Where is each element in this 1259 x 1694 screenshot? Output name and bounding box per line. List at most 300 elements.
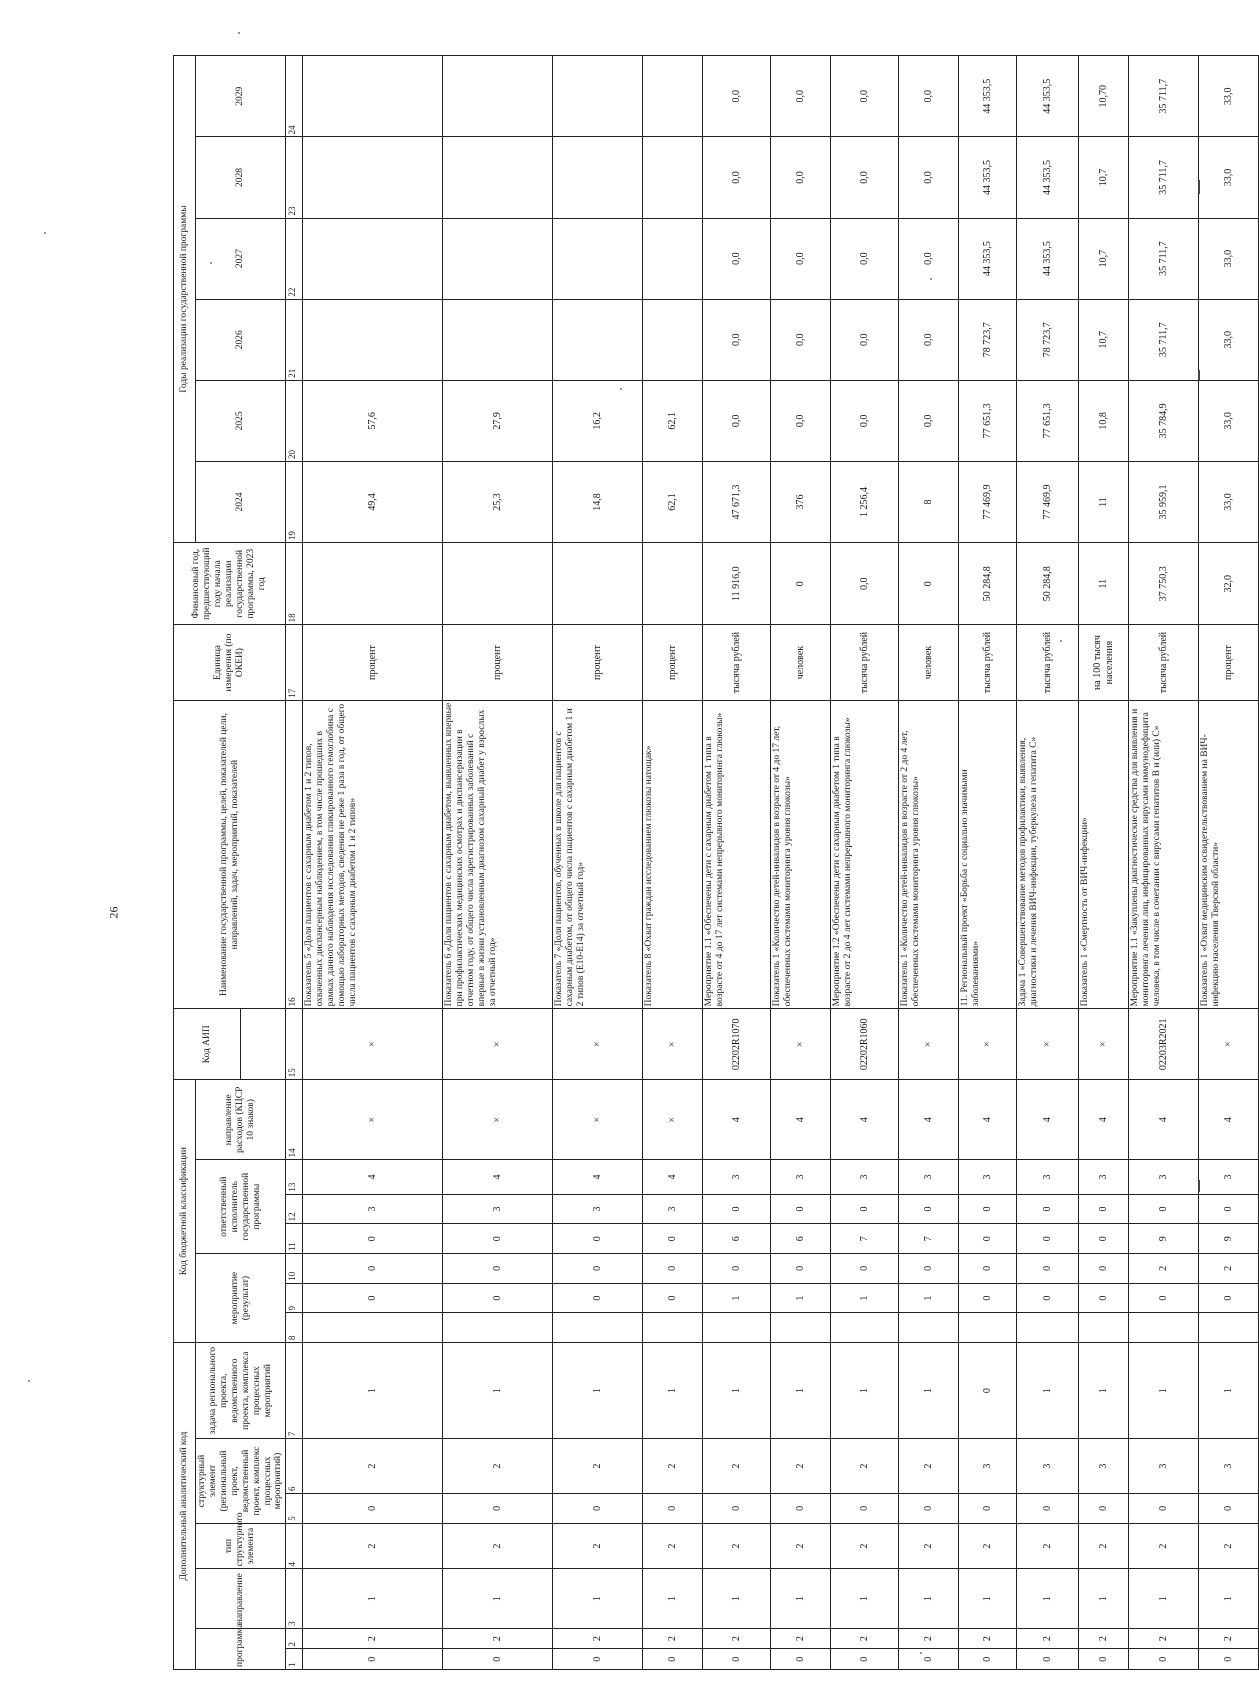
year-value-cell: 0,0 xyxy=(703,299,771,380)
year-value-cell: 35 784,9 xyxy=(1129,380,1199,461)
code-cell: 0 xyxy=(303,1254,443,1284)
table-row xyxy=(1079,56,1129,1670)
code-cell: 1 xyxy=(899,1283,959,1313)
code-cell: 3 xyxy=(831,1160,899,1194)
row-name: Показатель 1 «Охват медицинским освидетельствованием на ВИЧ-инфекцию населения Тверской области» xyxy=(1199,700,1259,1009)
code-cell: 1 xyxy=(643,1343,703,1439)
code-cell: 3 xyxy=(771,1160,831,1194)
code-cell: 3 xyxy=(1017,1439,1079,1494)
code-cell xyxy=(831,1313,899,1343)
year-value-cell xyxy=(643,218,703,299)
year-value-cell: 0,0 xyxy=(771,299,831,380)
year-value-cell xyxy=(443,299,553,380)
code-cell: 0 xyxy=(1079,1254,1129,1284)
table-row xyxy=(553,56,643,1670)
code-cell: 3 xyxy=(443,1194,553,1224)
code-cell: 0 xyxy=(1199,1494,1259,1524)
code-cell xyxy=(553,1313,643,1343)
code-cell: 2 xyxy=(303,1628,443,1649)
code-cell: 2 xyxy=(831,1439,899,1494)
code-cell: 2 xyxy=(1079,1628,1129,1649)
code-cell: 4 xyxy=(553,1160,643,1194)
code-cell: 0 xyxy=(643,1649,703,1670)
year-value-cell: 77 651,3 xyxy=(959,380,1017,461)
year-value-cell xyxy=(643,299,703,380)
code-cell: 1 xyxy=(831,1569,899,1628)
year-value-cell xyxy=(303,56,443,137)
year-value-cell: 16,2 xyxy=(553,380,643,461)
year-value-cell xyxy=(643,56,703,137)
code-cell: × xyxy=(771,1009,831,1080)
code-cell: 1 xyxy=(1079,1343,1129,1439)
row-name: Мероприятие 1.1 «Закуплены диагностические средства для выявления и мониторинга лечения лиц, инфицированных вирусами иммунодефицита человека, в том числе в сочетании с вирусами гепатитов B и (или) C» xyxy=(1129,700,1199,1009)
code-cell: 0 xyxy=(959,1283,1017,1313)
code-cell: 0 xyxy=(1199,1283,1259,1313)
base-year-cell xyxy=(443,543,553,625)
code-cell: 0 xyxy=(443,1649,553,1670)
code-cell: 3 xyxy=(553,1194,643,1224)
code-cell: 0 xyxy=(1129,1194,1199,1224)
year-value-cell xyxy=(553,56,643,137)
code-cell: 1 xyxy=(303,1569,443,1628)
code-cell: 1 xyxy=(1129,1343,1199,1439)
code-cell: 2 xyxy=(1079,1523,1129,1569)
code-cell: × xyxy=(899,1009,959,1080)
code-cell: 02203R2021 xyxy=(1129,1009,1199,1080)
code-cell: × xyxy=(553,1009,643,1080)
year-value-cell: 0,0 xyxy=(703,56,771,137)
row-name: Показатель 1 «Количество детей-инвалидов в возрасте от 4 до 17 лет, обеспеченных системами мониторинга уровня глюкозы» xyxy=(771,700,831,1009)
year-value-cell: 47 671,3 xyxy=(703,461,771,542)
code-cell: 0 xyxy=(899,1494,959,1524)
code-cell: 0 xyxy=(303,1224,443,1254)
year-value-cell: 11 xyxy=(1079,461,1129,542)
code-cell: 0 xyxy=(959,1224,1017,1254)
year-value-cell xyxy=(553,299,643,380)
year-value-cell xyxy=(303,299,443,380)
table-row xyxy=(443,56,553,1670)
year-value-cell: 1 256,4 xyxy=(831,461,899,542)
scan-edge-mark xyxy=(1198,1180,1200,1192)
code-cell: 2 xyxy=(443,1628,553,1649)
code-cell: 2 xyxy=(703,1439,771,1494)
code-cell: × xyxy=(959,1009,1017,1080)
code-cell: 2 xyxy=(771,1439,831,1494)
code-cell: × xyxy=(1079,1009,1129,1080)
year-value-cell: 0,0 xyxy=(771,380,831,461)
header-analytic-code: Дополнительный аналитический код xyxy=(174,1343,196,1670)
year-value-cell: 78 723,7 xyxy=(1017,299,1079,380)
code-cell: 0 xyxy=(1199,1649,1259,1670)
year-value-cell: 0,0 xyxy=(899,218,959,299)
code-cell: 0 xyxy=(1017,1254,1079,1284)
table-row xyxy=(643,56,703,1670)
code-cell: 0 xyxy=(1017,1283,1079,1313)
code-cell: 0 xyxy=(1079,1224,1129,1254)
row-name: Показатель 6 «Доля пациентов с сахарным диабетом, выявленных впервые при профилактических медицинских осмотрах и диспансеризации в отчетном году, от общего числа зарегистрированных заболеваний с впервые в жизни установленным диагнозом сахарный диабет у взрослых за отчетный год» xyxy=(443,700,553,1009)
year-value-cell xyxy=(303,218,443,299)
code-cell: 0 xyxy=(1129,1494,1199,1524)
year-value-cell: 0,0 xyxy=(831,299,899,380)
year-value-cell xyxy=(443,218,553,299)
code-cell: 2 xyxy=(899,1628,959,1649)
header-budget-code: Код бюджетной классификации xyxy=(174,1080,196,1343)
code-cell: 4 xyxy=(1079,1080,1129,1160)
code-cell: 1 xyxy=(1079,1569,1129,1628)
code-cell: 2 xyxy=(899,1523,959,1569)
code-cell: 3 xyxy=(959,1160,1017,1194)
table-row xyxy=(771,56,831,1670)
code-cell: 0 xyxy=(771,1254,831,1284)
year-value-cell: 27,9 xyxy=(443,380,553,461)
code-cell xyxy=(1199,1313,1259,1343)
year-value-cell: 44 353,5 xyxy=(959,137,1017,218)
year-value-cell: 25,3 xyxy=(443,461,553,542)
column-number-cell: 3 xyxy=(286,1569,303,1628)
scan-speck xyxy=(28,1380,30,1382)
row-name: Задача 1 «Совершенствование методов профилактики, выявления, диагностики и лечения ВИЧ-инфекции, туберкулеза и гепатита С» xyxy=(1017,700,1079,1009)
column-number-cell: 7 xyxy=(286,1343,303,1439)
code-cell: 4 xyxy=(959,1080,1017,1160)
code-cell: 9 xyxy=(1199,1224,1259,1254)
code-cell xyxy=(1129,1313,1199,1343)
unit-cell: процент xyxy=(643,625,703,700)
code-cell: 0 xyxy=(643,1494,703,1524)
year-value-cell xyxy=(443,56,553,137)
code-cell: 2 xyxy=(643,1523,703,1569)
year-value-cell: 0,0 xyxy=(831,137,899,218)
code-cell: 2 xyxy=(1199,1254,1259,1284)
code-cell: 0 xyxy=(959,1649,1017,1670)
header-fin-year: Финансовый год, предшествующий году начала реализации государственной программы, 2023 год xyxy=(174,543,286,625)
code-cell: 1 xyxy=(831,1283,899,1313)
code-cell: 0 xyxy=(443,1283,553,1313)
scan-speck xyxy=(620,388,622,390)
year-value-cell: 0,0 xyxy=(771,137,831,218)
code-cell xyxy=(1079,1313,1129,1343)
year-value-cell: 33,0 xyxy=(1199,137,1259,218)
rotated-table-wrapper xyxy=(173,55,1235,1670)
code-cell: 2 xyxy=(771,1523,831,1569)
code-cell: 2 xyxy=(553,1439,643,1494)
code-cell: 2 xyxy=(831,1523,899,1569)
code-cell: 0 xyxy=(303,1283,443,1313)
base-year-cell: 50 284,8 xyxy=(959,543,1017,625)
year-value-cell xyxy=(553,137,643,218)
year-value-cell: 35 711,7 xyxy=(1129,137,1199,218)
unit-cell: тысяча рублей xyxy=(1017,625,1079,700)
table-row xyxy=(1129,56,1199,1670)
unit-cell: процент xyxy=(303,625,443,700)
year-value-cell: 0,0 xyxy=(703,137,771,218)
code-cell xyxy=(643,1313,703,1343)
column-number-cell: 13 xyxy=(286,1160,303,1194)
year-value-cell: 44 353,5 xyxy=(1017,218,1079,299)
code-cell: 4 xyxy=(771,1080,831,1160)
code-cell: 1 xyxy=(443,1343,553,1439)
code-cell: 2 xyxy=(703,1523,771,1569)
year-value-cell: 0,0 xyxy=(771,218,831,299)
year-value-cell xyxy=(643,137,703,218)
code-cell: 0 xyxy=(771,1194,831,1224)
code-cell: 2 xyxy=(899,1439,959,1494)
unit-cell: на 100 тысяч населения xyxy=(1079,625,1129,700)
code-cell: 0 xyxy=(553,1649,643,1670)
header-years-group: Годы реализации государственной программы xyxy=(174,56,196,543)
year-value-cell: 376 xyxy=(771,461,831,542)
unit-cell: человек xyxy=(771,625,831,700)
code-cell: 0 xyxy=(1079,1649,1129,1670)
table-row xyxy=(703,56,771,1670)
year-value-cell: 77 469,9 xyxy=(959,461,1017,542)
base-year-cell: 0 xyxy=(771,543,831,625)
row-name: Мероприятие 1.1 «Обеспечены дети с сахарным диабетом 1 типа в возрасте от 4 до 17 лет системами непрерывного мониторинга глюкозы» xyxy=(703,700,771,1009)
year-value-cell: 0,0 xyxy=(831,380,899,461)
year-value-cell: 62,1 xyxy=(643,461,703,542)
row-name: Мероприятие 1.2 «Обеспечены дети с сахарным диабетом 1 типа в возрасте от 2 до 4 лет системами непрерывного мониторинга глюкозы» xyxy=(831,700,899,1009)
code-cell: 3 xyxy=(703,1160,771,1194)
base-year-cell: 11 xyxy=(1079,543,1129,625)
scan-edge-mark xyxy=(1198,180,1200,194)
code-cell: 1 xyxy=(553,1569,643,1628)
table-row xyxy=(831,56,899,1670)
base-year-cell xyxy=(553,543,643,625)
column-number-cell: 23 xyxy=(286,137,303,218)
code-cell: 2 xyxy=(703,1628,771,1649)
row-name: Показатель 7 «Доля пациентов, обученных в школе для пациентов с сахарным диабетом, от общего числа пациентов с сахарным диабетом 1 и 2 типов (E10-E14) за отчетный год» xyxy=(553,700,643,1009)
column-number-cell: 11 xyxy=(286,1224,303,1254)
code-cell: 0 xyxy=(1129,1283,1199,1313)
code-cell: × xyxy=(303,1080,443,1160)
code-cell: 1 xyxy=(1017,1569,1079,1628)
code-cell: 1 xyxy=(703,1343,771,1439)
column-number-cell: 8 xyxy=(286,1313,303,1343)
code-cell: 2 xyxy=(1199,1523,1259,1569)
code-cell: 0 xyxy=(959,1194,1017,1224)
year-value-cell: 44 353,5 xyxy=(1017,56,1079,137)
code-cell: 2 xyxy=(959,1628,1017,1649)
code-cell: 0 xyxy=(443,1494,553,1524)
code-cell: 2 xyxy=(553,1628,643,1649)
code-cell: 6 xyxy=(703,1224,771,1254)
row-name: Показатель 5 «Доля пациентов с сахарным диабетом 1 и 2 типов, охваченных диспансерным наблюдением, в том числе прошедших в рамках данного наблюдения исследования гликированного гемоглобина с помощью лабораторных методов, сведения не реже 1 раза в год, от общего числа пациентов с сахарным диабетом 1 и 2 типов» xyxy=(303,700,443,1009)
header-task: задача регионального проекта, ведомственного проекта, комплекса процессных мероприятий xyxy=(196,1343,286,1439)
code-cell: 2 xyxy=(771,1628,831,1649)
table-row xyxy=(959,56,1017,1670)
code-cell xyxy=(443,1313,553,1343)
unit-cell: тысяча рублей xyxy=(831,625,899,700)
code-cell: 4 xyxy=(1129,1080,1199,1160)
code-cell: 0 xyxy=(443,1224,553,1254)
code-cell: 2 xyxy=(1129,1254,1199,1284)
code-cell: 4 xyxy=(831,1080,899,1160)
code-cell: 0 xyxy=(899,1254,959,1284)
code-cell: 1 xyxy=(771,1343,831,1439)
header-program: программа xyxy=(196,1628,286,1669)
year-value-cell: 35 711,7 xyxy=(1129,56,1199,137)
scan-speck xyxy=(1060,640,1062,642)
year-value-cell: 35 711,7 xyxy=(1129,218,1199,299)
code-cell: 0 xyxy=(1079,1194,1129,1224)
code-cell: 0 xyxy=(1199,1194,1259,1224)
code-cell: 0 xyxy=(443,1254,553,1284)
code-cell: 3 xyxy=(1079,1439,1129,1494)
column-number-row xyxy=(286,56,303,1670)
code-cell: 0 xyxy=(1017,1224,1079,1254)
code-cell xyxy=(703,1313,771,1343)
code-cell: 1 xyxy=(899,1343,959,1439)
code-cell: 2 xyxy=(1129,1628,1199,1649)
scan-speck xyxy=(930,278,932,280)
column-number-cell: 16 xyxy=(286,700,303,1009)
scan-speck xyxy=(44,232,46,234)
code-cell: 0 xyxy=(899,1649,959,1670)
code-cell: × xyxy=(1017,1009,1079,1080)
page-number: 26 xyxy=(106,906,121,919)
year-value-cell: 33,0 xyxy=(1199,218,1259,299)
year-value-cell: 57,6 xyxy=(303,380,443,461)
code-cell xyxy=(303,1313,443,1343)
base-year-cell: 37 750,3 xyxy=(1129,543,1199,625)
header-name: Наименование государственной программы, целей, показателей цели, направлений, задач, мероприятий, показателей xyxy=(174,700,286,1009)
code-cell: 1 xyxy=(443,1569,553,1628)
base-year-cell: 11 916,0 xyxy=(703,543,771,625)
code-cell: 0 xyxy=(959,1494,1017,1524)
code-cell: 0 xyxy=(1017,1649,1079,1670)
base-year-cell: 0 xyxy=(899,543,959,625)
code-cell: 0 xyxy=(703,1194,771,1224)
code-cell: 1 xyxy=(899,1569,959,1628)
code-cell: 4 xyxy=(899,1080,959,1160)
base-year-cell: 0,0 xyxy=(831,543,899,625)
code-cell: 1 xyxy=(1199,1569,1259,1628)
code-cell: 0 xyxy=(703,1494,771,1524)
column-number-cell: 15 xyxy=(286,1009,303,1080)
header-year-2025: 2025 xyxy=(196,380,286,461)
year-value-cell: 35 711,7 xyxy=(1129,299,1199,380)
code-cell: × xyxy=(643,1009,703,1080)
code-cell: 1 xyxy=(703,1283,771,1313)
column-number-cell: 12 xyxy=(286,1194,303,1224)
code-cell: 4 xyxy=(303,1160,443,1194)
header-direction: направление xyxy=(196,1569,286,1628)
year-value-cell: 10,8 xyxy=(1079,380,1129,461)
code-cell: 0 xyxy=(831,1254,899,1284)
year-value-cell: 8 xyxy=(899,461,959,542)
code-cell: 2 xyxy=(1017,1523,1079,1569)
year-value-cell: 33,0 xyxy=(1199,56,1259,137)
year-value-cell: 44 353,5 xyxy=(959,218,1017,299)
header-event: мероприятие (результат) xyxy=(196,1254,286,1343)
code-cell: 1 xyxy=(771,1283,831,1313)
unit-cell: процент xyxy=(443,625,553,700)
column-number-cell: 2 xyxy=(286,1628,303,1649)
code-cell: 0 xyxy=(899,1194,959,1224)
code-cell: 0 xyxy=(771,1649,831,1670)
header-struct-elem: структурный элемент (региональный проект, ведомственный проект, комплекс процессных мероприятий) xyxy=(196,1439,286,1524)
column-number-cell: 22 xyxy=(286,218,303,299)
code-cell xyxy=(899,1313,959,1343)
table-row xyxy=(1199,56,1259,1670)
code-cell: 0 xyxy=(1079,1283,1129,1313)
code-cell: 1 xyxy=(959,1569,1017,1628)
code-cell: 0 xyxy=(643,1224,703,1254)
unit-cell: тысяча рублей xyxy=(1129,625,1199,700)
year-value-cell: 10,7 xyxy=(1079,299,1129,380)
code-cell: 1 xyxy=(553,1343,643,1439)
header-year-2027: 2027 xyxy=(196,218,286,299)
code-cell xyxy=(771,1313,831,1343)
year-value-cell: 35 959,1 xyxy=(1129,461,1199,542)
year-value-cell: 77 651,3 xyxy=(1017,380,1079,461)
column-number-cell: 10 xyxy=(286,1254,303,1284)
column-number-cell: 20 xyxy=(286,380,303,461)
code-cell: 3 xyxy=(1079,1160,1129,1194)
code-cell: 0 xyxy=(703,1254,771,1284)
code-cell: 3 xyxy=(1129,1439,1199,1494)
column-number-cell: 1 xyxy=(286,1649,303,1670)
code-cell: 0 xyxy=(1017,1194,1079,1224)
base-year-cell: 32,0 xyxy=(1199,543,1259,625)
year-value-cell: 0,0 xyxy=(899,137,959,218)
code-cell: × xyxy=(553,1080,643,1160)
code-cell xyxy=(1017,1313,1079,1343)
code-cell: 0 xyxy=(303,1649,443,1670)
code-cell: 0 xyxy=(643,1283,703,1313)
code-cell: × xyxy=(643,1080,703,1160)
unit-cell: человек xyxy=(899,625,959,700)
header-year-2029: 2029 xyxy=(196,56,286,137)
row-name: 11. Региональный проект «Борьба с социально значимыми заболеваниями» xyxy=(959,700,1017,1009)
code-cell: 2 xyxy=(831,1628,899,1649)
year-value-cell: 10,70 xyxy=(1079,56,1129,137)
code-cell: 0 xyxy=(553,1224,643,1254)
scan-speck xyxy=(920,1652,922,1654)
year-value-cell: 78 723,7 xyxy=(959,299,1017,380)
table-row xyxy=(899,56,959,1670)
header-expense: направление расходов (КЦСР 10 знаков) xyxy=(196,1080,286,1160)
code-cell: 0 xyxy=(959,1254,1017,1284)
code-cell: 3 xyxy=(1199,1160,1259,1194)
table-row xyxy=(303,56,443,1670)
row-name: Показатель 1 «Количество детей-инвалидов в возрасте от 2 до 4 лет, обеспеченных системами мониторинга уровня глюкозы» xyxy=(899,700,959,1009)
scan-speck xyxy=(210,262,212,264)
year-value-cell: 0,0 xyxy=(703,218,771,299)
code-cell: 0 xyxy=(1017,1494,1079,1524)
year-value-cell: 33,0 xyxy=(1199,299,1259,380)
code-cell: 1 xyxy=(1199,1343,1259,1439)
code-cell: 4 xyxy=(643,1160,703,1194)
code-cell: 0 xyxy=(303,1494,443,1524)
header-year-2026: 2026 xyxy=(196,299,286,380)
column-number-cell: 5 xyxy=(286,1494,303,1524)
code-cell: 1 xyxy=(1017,1343,1079,1439)
column-number-cell: 14 xyxy=(286,1080,303,1160)
unit-cell: процент xyxy=(1199,625,1259,700)
code-cell: 2 xyxy=(553,1523,643,1569)
code-cell: 0 xyxy=(831,1649,899,1670)
year-value-cell: 0,0 xyxy=(899,380,959,461)
year-value-cell: 49,4 xyxy=(303,461,443,542)
base-year-cell xyxy=(303,543,443,625)
code-cell: 1 xyxy=(831,1343,899,1439)
code-cell: 0 xyxy=(831,1194,899,1224)
code-cell: 4 xyxy=(1017,1080,1079,1160)
year-value-cell: 10,7 xyxy=(1079,137,1129,218)
code-cell: 02202R1070 xyxy=(703,1009,771,1080)
code-cell: 1 xyxy=(703,1569,771,1628)
unit-cell: тысяча рублей xyxy=(959,625,1017,700)
